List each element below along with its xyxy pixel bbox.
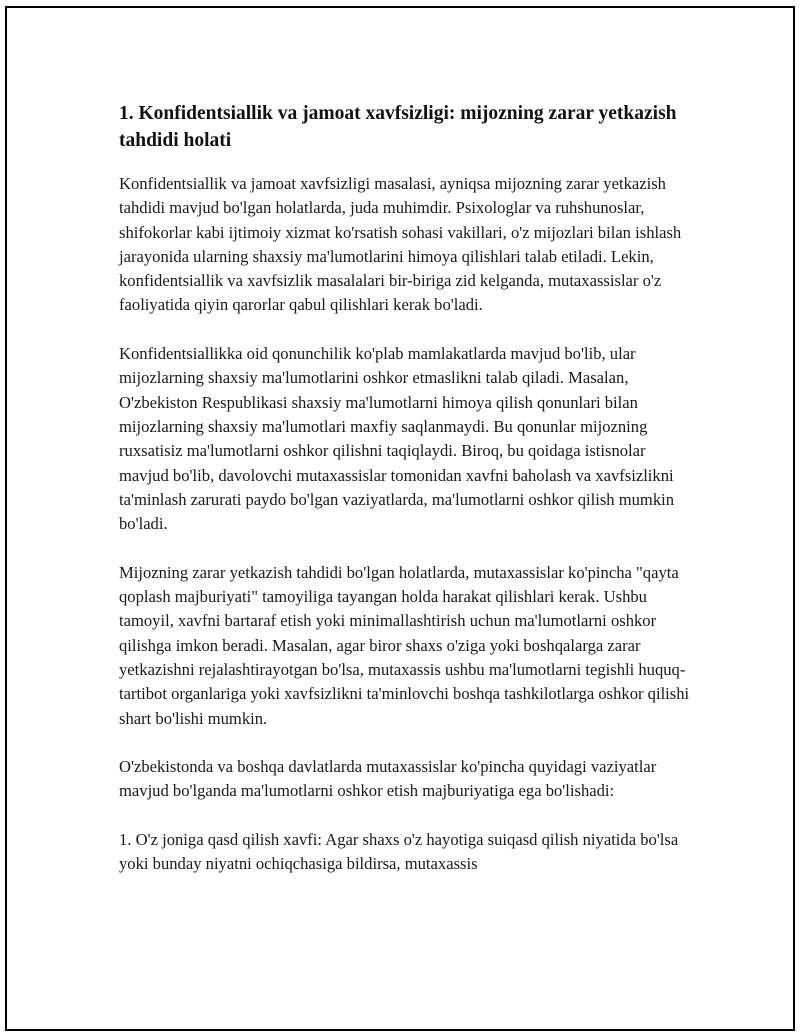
section-heading: 1. Konfidentsiallik va jamoat xavfsizligi: mijozning zarar yetkazish tahdidi holati	[119, 103, 677, 151]
paragraph-disclosure-situations: O'zbekistonda va boshqa davlatlarda mutaxassislar ko'pincha quyidagi vaziyatlar mavjud bo'lganda ma'lumotlarni oshkor etish majburiyatiga ega bo'lishadi:	[119, 757, 657, 801]
page-frame	[5, 6, 795, 1031]
document-body	[119, 100, 697, 901]
list-item-suicide-risk: 1. O'z joniga qasd qilish xavfi: Agar shaxs o'z hayotiga suiqasd qilish niyatida bo'lsa yoki bunday niyatni ochiqchasiga bildirsa, mutaxassis	[119, 830, 679, 874]
paragraph-legislation: Konfidentsiallikka oid qonunchilik ko'plab mamlakatlarda mavjud bo'lib, ular mijozlarning shaxsiy ma'lumotlarini oshkor etmaslikni talab qiladi. Masalan, O'zbekiston Respublikasi shaxsiy ma'lumotlarni himoya qilish qonunlari bilan mijozlarning shaxsiy ma'lumotlari maxfiy saqlanmaydi. Bu qonunlar mijozning ruxsatisiz ma'lumotlarni oshkor qilishni taqiqlaydi. Biroq, bu qoidaga istisnolar mavjud bo'lib, davolovchi mutaxassislar tomonidan xavfni baholash va xavfsizlikni ta'minlash zarurati paydo bo'lgan vaziyatlarda, ma'lumotlarni oshkor qilish mumkin bo'ladi.	[119, 344, 675, 534]
paragraph-confidentiality-intro: Konfidentsiallik va jamoat xavfsizligi masalasi, ayniqsa mijozning zarar yetkazish tahdidi mavjud bo'lgan holatlarda, juda muhimdir. Psixologlar va ruhshunoslar, shifokorlar kabi ijtimoiy xizmat ko'rsatish sohasi vakillari, o'z mijozlari bilan ishlash jarayonida ularning shaxsiy ma'lumotlarini himoya qilishlari talab etiladi. Lekin, konfidentsiallik va xavfsizlik masalalari bir-biriga zid kelganda, mutaxassislar o'z faoliyatida qiyin qarorlar qabul qilishlari kerak bo'ladi.	[119, 174, 682, 315]
paragraph-duty-to-warn: Mijozning zarar yetkazish tahdidi bo'lgan holatlarda, mutaxassislar ko'pincha "qayta qoplash majburiyati" tamoyiliga tayangan holda harakat qilishlari kerak. Ushbu tamoyil, xavfni bartaraf etish yoki minimallashtirish uchun ma'lumotlarni oshkor qilishga imkon beradi. Masalan, agar biror shaxs o'ziga yoki boshqalarga zarar yetkazishni rejalashtirayotgan bo'lsa, mutaxassis ushbu ma'lumotlarni tegishli huquq-tartibot organlariga yoki xavfsizlikni ta'minlovchi boshqa tashkilotlarga oshkor qilishi shart bo'lishi mumkin.	[119, 562, 690, 728]
